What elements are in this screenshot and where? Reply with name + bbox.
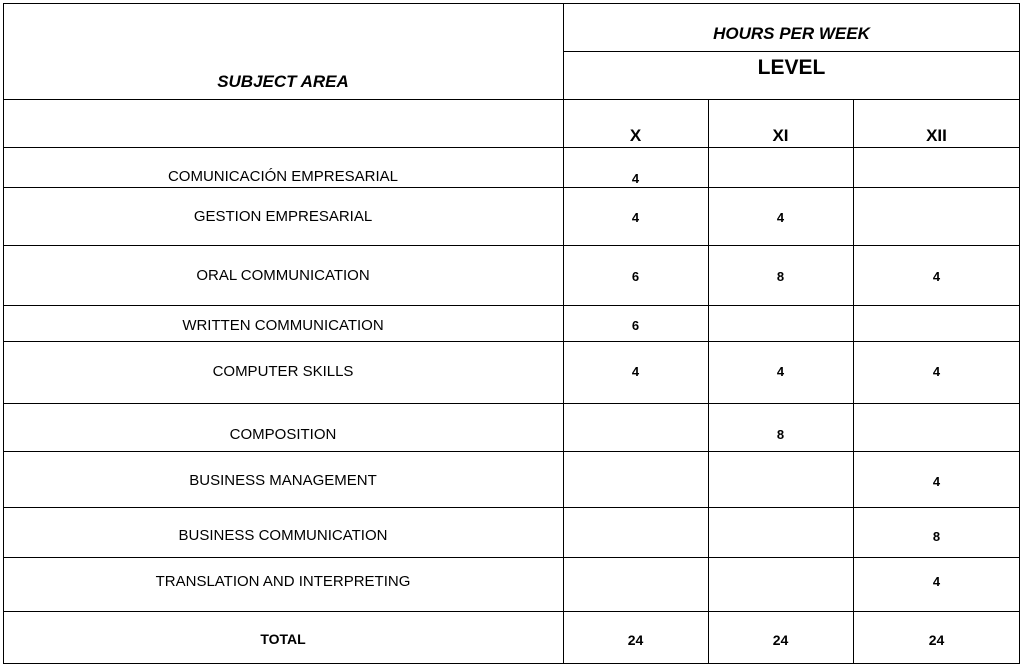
subject-business-management: BUSINESS MANAGEMENT xyxy=(189,472,377,489)
subject-gestion-empresarial: GESTION EMPRESARIAL xyxy=(193,208,373,225)
hours-per-week-heading: HOURS PER WEEK xyxy=(713,24,870,43)
row-divider-7 xyxy=(3,507,1020,508)
row-divider-3 xyxy=(3,305,1020,306)
subject-comunicacion-empresarial: COMUNICACIÓN EMPRESARIAL xyxy=(167,168,399,185)
row-divider-9 xyxy=(3,611,1020,612)
subject-oral-communication: ORAL COMMUNICATION xyxy=(196,267,370,284)
row3-xii-value: 4 xyxy=(932,269,941,284)
row5-xii-value: 4 xyxy=(932,364,941,379)
row-divider-6 xyxy=(3,451,1020,452)
level-heading: LEVEL xyxy=(757,56,826,79)
column-header-divider xyxy=(3,147,1020,148)
column-header-x: X xyxy=(629,126,642,145)
row3-x-value: 6 xyxy=(631,269,640,284)
subject-business-communication: BUSINESS COMMUNICATION xyxy=(178,527,388,544)
row2-x-value: 4 xyxy=(631,210,640,225)
subject-translation-and-interpreting: TRANSLATION AND INTERPRETING xyxy=(155,573,411,590)
row5-x-value: 4 xyxy=(631,364,640,379)
table-border-top xyxy=(3,3,1020,4)
total-label: TOTAL xyxy=(260,631,306,647)
subject-column-divider xyxy=(563,3,564,664)
row-divider-1 xyxy=(3,187,1020,188)
column-header-xi: XI xyxy=(772,126,789,145)
subject-composition: COMPOSITION xyxy=(229,426,337,443)
row-divider-2 xyxy=(3,245,1020,246)
table-border-bottom xyxy=(3,663,1020,664)
row9-xii-value: 4 xyxy=(932,574,941,589)
row6-xi-value: 8 xyxy=(776,427,785,442)
row7-xii-value: 4 xyxy=(932,474,941,489)
x-column-divider xyxy=(708,99,709,664)
subject-computer-skills: COMPUTER SKILLS xyxy=(212,363,354,380)
total-xii-value: 24 xyxy=(928,632,945,648)
row1-x-value: 4 xyxy=(631,171,640,186)
hours-divider xyxy=(563,51,1020,52)
total-xi-value: 24 xyxy=(772,632,789,648)
row-divider-4 xyxy=(3,341,1020,342)
header-divider xyxy=(3,99,1020,100)
row8-xii-value: 8 xyxy=(932,529,941,544)
subject-area-heading: SUBJECT AREA xyxy=(217,72,349,91)
row-divider-5 xyxy=(3,403,1020,404)
row4-x-value: 6 xyxy=(631,318,640,333)
subject-written-communication: WRITTEN COMMUNICATION xyxy=(182,317,384,334)
row3-xi-value: 8 xyxy=(776,269,785,284)
total-x-value: 24 xyxy=(627,632,644,648)
row-divider-8 xyxy=(3,557,1020,558)
table-border-right xyxy=(1019,3,1020,664)
row5-xi-value: 4 xyxy=(776,364,785,379)
column-header-xii: XII xyxy=(926,126,947,145)
row2-xi-value: 4 xyxy=(776,210,785,225)
